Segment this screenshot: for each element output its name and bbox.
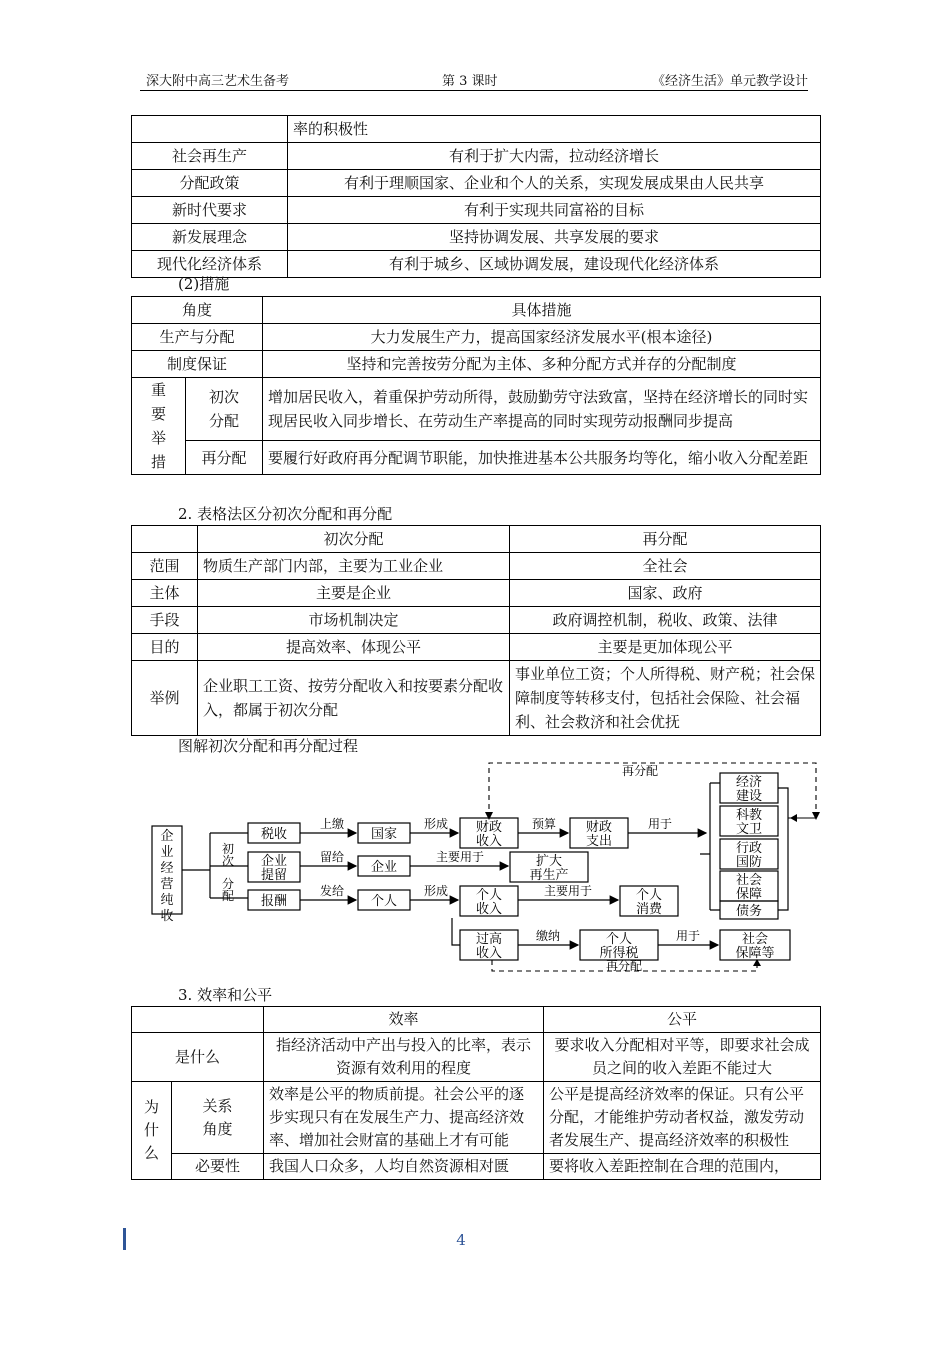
diagram-income-tax-2: 所得税 (599, 946, 639, 961)
table4-caption: 3. 效率和公平 (178, 986, 273, 1004)
table3-caption: 2. 表格法区分初次分配和再分配 (178, 505, 393, 523)
diagram-source-5: 纯 (160, 893, 174, 908)
table-row: 新发展理念 坚持协调发展、共享发展的要求 (132, 224, 821, 251)
diagram-form1: 形成 (423, 817, 449, 831)
table-row: 举例 企业职工工资、按劳分配收入和按要素分配收入，都属于初次分配 事业单位工资；个人所得税、财产税；社会保障制度等转移支付，包括社会保险、社会福利、社会救济和社会优抚 (132, 661, 821, 736)
diagram-redistribution-bottom: 再分配 (605, 959, 643, 973)
table-row: 率的积极性 (132, 116, 821, 143)
table-row: 手段 市场机制决定 政府调控机制，税收、政策、法律 (132, 607, 821, 634)
diagram-social-sec-2: 保障等 (735, 946, 775, 961)
diagram-retained-1: 企业 (260, 854, 288, 869)
table-row: 分配政策 有利于理顺国家、企业和个人的关系，实现发展成果由人民共享 (132, 170, 821, 197)
diagram-first-1: 初 (221, 842, 235, 856)
diagram-high-income-2: 收入 (475, 946, 503, 961)
diagram-use-for2: 用于 (675, 929, 701, 943)
diagram-income-tax-1: 个人 (605, 932, 633, 947)
diagram-enterprise: 企业 (370, 860, 398, 875)
header-left: 深大附中高三艺术生备考 (146, 74, 290, 89)
table-row: 现代化经济体系 有利于城乡、区域协调发展，建设现代化经济体系 (132, 251, 821, 278)
diagram-use-debt: 债务 (735, 904, 763, 919)
table-row: 重要举措 初次分配 增加居民收入，着重保护劳动所得，鼓励勤劳守法致富，坚持在经济增长的同时实现居民收入同步增长、在劳动生产率提高的同时实现劳动报酬同步提高 (132, 378, 821, 441)
page-number: 4 (456, 1231, 466, 1249)
header-center: 第 3 课时 (442, 74, 498, 89)
diagram-personal-income-1: 个人 (475, 888, 503, 903)
table-row: 新时代要求 有利于实现共同富裕的目标 (132, 197, 821, 224)
diagram-hand-in: 上缴 (319, 817, 345, 831)
diagram-source-6: 收 (160, 909, 174, 924)
table-row: 社会再生产 有利于扩大内需，拉动经济增长 (132, 143, 821, 170)
table-row: 是什么 指经济活动中产出与投入的比率，表示资源有效利用的程度 要求收入分配相对平等，即要求社会成员之间的收入差距不能过大 (132, 1033, 821, 1082)
diagram-expand-2: 再生产 (529, 868, 569, 883)
diagram-consume-1: 个人 (635, 888, 663, 903)
diagram-consume-2: 消费 (635, 902, 663, 917)
diagram-mainly-for1: 主要用于 (435, 850, 485, 864)
diagram-fiscal-income-1: 财政 (475, 820, 503, 835)
efficiency-fairness-table (131, 1006, 821, 1180)
diagram-state: 国家 (370, 827, 398, 842)
diagram-fiscal-income-2: 收入 (475, 834, 503, 849)
table-row: 为什么 关系角度 效率是公平的物质前提。社会公平的逐步实现只有在发展生产力、提高经济效率、增加社会财富的基础上才有可能 公平是提高经济效率的保证。只有公平分配，才能维护劳动者权益，激发劳动者发展生产、提高经济效率的积极性 (132, 1082, 821, 1154)
diagram-high-income-1: 过高 (475, 932, 503, 947)
diagram-redistribution-top: 再分配 (621, 764, 659, 778)
diagram-keep-for: 留给 (319, 850, 345, 864)
diagram-source-3: 经 (160, 861, 174, 876)
diagram-social-sec-1: 社会 (741, 932, 769, 947)
diagram-caption: 图解初次分配和再分配过程 (178, 737, 359, 755)
table-row: 效率 公平 (132, 1007, 821, 1033)
page-header (140, 70, 808, 88)
diagram-use-social-1: 社会 (735, 873, 763, 888)
header-right: 《经济生活》单元教学设计 (651, 74, 808, 89)
diagram-retained-2: 提留 (260, 868, 288, 883)
diagram-source-1: 企 (160, 829, 174, 844)
diagram-fiscal-spend-1: 财政 (585, 820, 613, 835)
diagram-form2: 形成 (423, 884, 449, 898)
significance-table (131, 115, 821, 278)
table-row: 范围 物质生产部门内部，主要为工业企业 全社会 (132, 553, 821, 580)
diagram-source-4: 营 (160, 877, 174, 892)
table-row: 必要性 我国人口众多，人均自然资源相对匮 要将收入差距控制在合理的范围内， (132, 1154, 821, 1180)
table-row: 生产与分配 大力发展生产力，提高国家经济发展水平(根本途径) (132, 324, 821, 351)
diagram-pay-to: 发给 (319, 884, 345, 898)
table-row: 再分配 要履行好政府再分配调节职能，加快推进基本公共服务均等化，缩小收入分配差距 (132, 441, 821, 475)
diagram-mainly-for2: 主要用于 (543, 884, 593, 898)
diagram-use-econ-2: 建设 (735, 789, 763, 804)
header-rule (140, 90, 808, 91)
diagram-use-admin-2: 国防 (735, 855, 763, 870)
diagram-use-edu-1: 科教 (735, 808, 763, 823)
measures-table (131, 296, 821, 475)
diagram-first-4: 配 (221, 889, 235, 903)
diagram-pay-tax: 缴纳 (535, 929, 561, 943)
diagram-use-econ-1: 经济 (735, 775, 763, 790)
diagram-personal-income-2: 收入 (475, 902, 503, 917)
diagram-person: 个人 (370, 894, 398, 909)
table-row: 角度 具体措施 (132, 297, 821, 324)
distribution-flow-diagram (140, 758, 830, 978)
table-row: 初次分配 再分配 (132, 526, 821, 553)
diagram-fiscal-spend-2: 支出 (585, 834, 613, 849)
diagram-tax: 税收 (260, 827, 288, 842)
diagram-use-edu-2: 文卫 (735, 822, 763, 837)
diagram-budget: 预算 (531, 817, 557, 831)
diagram-use-for: 用于 (647, 817, 673, 831)
table-row: 目的 提高效率、体现公平 主要是更加体现公平 (132, 634, 821, 661)
distribution-table (131, 525, 821, 736)
table-row: 制度保证 坚持和完善按劳分配为主体、多种分配方式并存的分配制度 (132, 351, 821, 378)
diagram-first-3: 分 (221, 877, 235, 891)
footer-accent-bar (123, 1228, 126, 1250)
table-row: 主体 主要是企业 国家、政府 (132, 580, 821, 607)
measures-caption: (2)措施 (178, 275, 230, 293)
diagram-pay: 报酬 (260, 894, 288, 909)
diagram-source-2: 业 (160, 845, 174, 860)
diagram-expand-1: 扩大 (535, 854, 563, 869)
diagram-use-admin-1: 行政 (735, 841, 763, 856)
diagram-first-2: 次 (221, 854, 235, 868)
diagram-use-social-2: 保障 (735, 887, 763, 902)
